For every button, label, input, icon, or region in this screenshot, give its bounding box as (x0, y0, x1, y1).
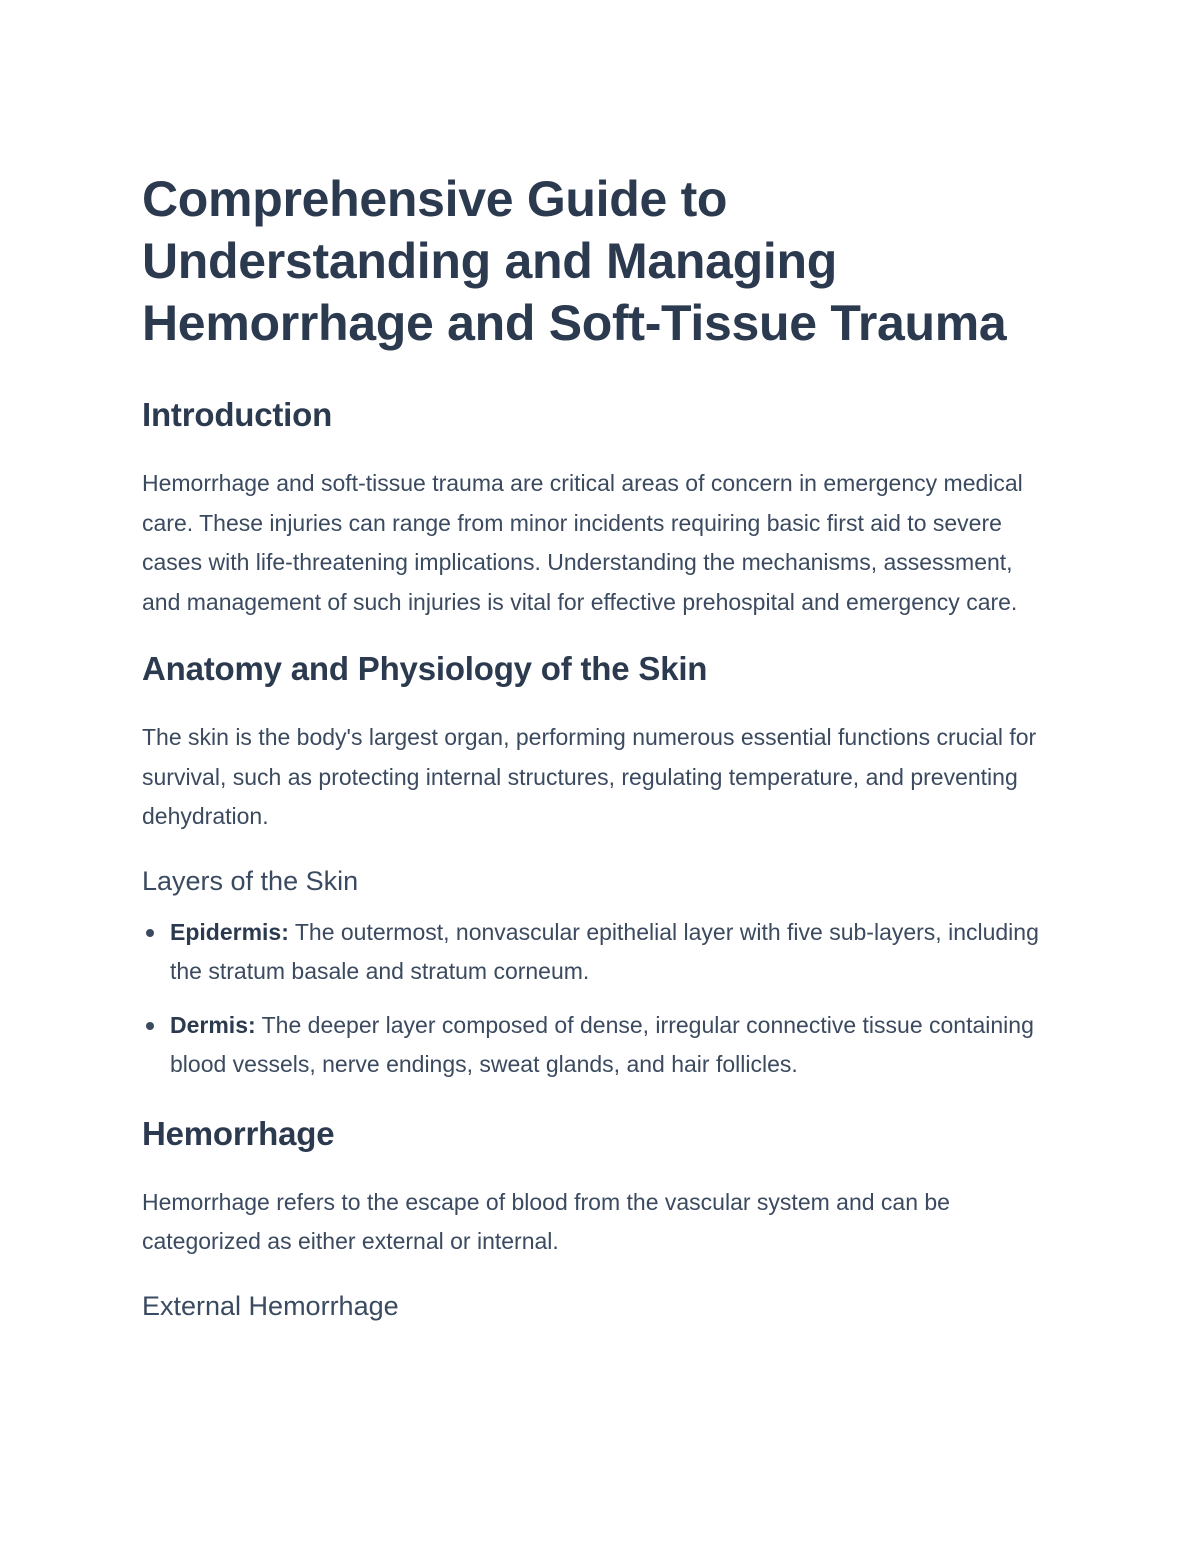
document-title: Comprehensive Guide to Understanding and Managing Hemorrhage and Soft-Tissue Trauma (142, 171, 1007, 351)
introduction-heading: Introduction (142, 396, 333, 433)
epidermis-description: The outermost, nonvascular epithelial layer with five sub-layers, including the stratum basale and stratum corneum. (170, 918, 1039, 984)
section-introduction (142, 394, 1052, 622)
bullet-icon (146, 1022, 154, 1030)
list-item-dermis (170, 1006, 1052, 1085)
anatomy-paragraph: The skin is the body's largest organ, performing numerous essential functions crucial for survival, such as protecting internal structures, regulating temperature, and preventing dehydration. (142, 724, 1037, 829)
section-anatomy (142, 648, 1052, 1085)
external-hemorrhage-subheading: External Hemorrhage (142, 1290, 399, 1321)
document-page (142, 168, 1052, 1338)
list-item-epidermis (170, 913, 1052, 992)
dermis-description: The deeper layer composed of dense, irregular connective tissue containing blood vessels, nerve endings, sweat glands, and hair follicles. (170, 1011, 1034, 1077)
section-hemorrhage (142, 1113, 1052, 1324)
layers-subheading: Layers of the Skin (142, 865, 359, 896)
dermis-term: Dermis: (170, 1011, 256, 1038)
hemorrhage-heading: Hemorrhage (142, 1114, 335, 1152)
epidermis-term: Epidermis: (170, 918, 289, 945)
skin-layers-list (142, 913, 1052, 1085)
hemorrhage-paragraph: Hemorrhage refers to the escape of blood from the vascular system and can be categorized as either external or internal. (142, 1188, 950, 1254)
anatomy-heading: Anatomy and Physiology of the Skin (142, 650, 708, 687)
introduction-paragraph: Hemorrhage and soft-tissue trauma are critical areas of concern in emergency medical care. These injuries can range from minor incidents requiring basic first aid to severe cases with life-threatening implications. Understanding the mechanisms, assessment, and management of such injuries is vital for effective prehospital and emergency care. (142, 470, 1023, 615)
bullet-icon (146, 929, 154, 937)
